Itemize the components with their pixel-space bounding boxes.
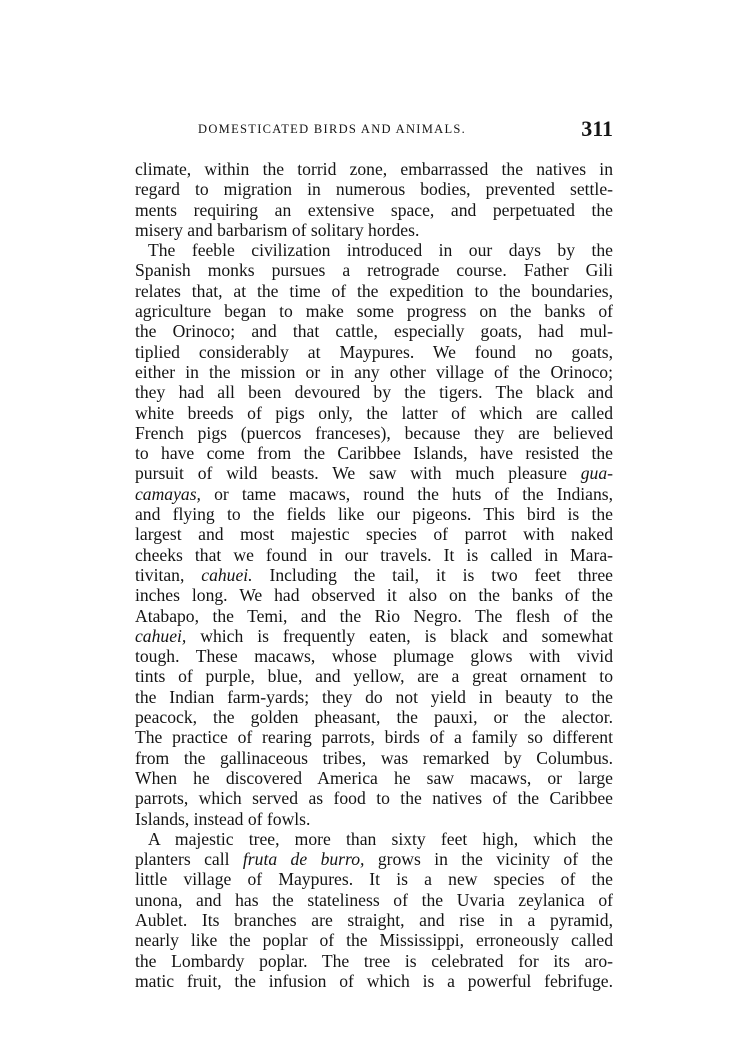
text-line [135,951,613,971]
text-segment: Spanish monks pursues a retrograde course. Father Gili [135,260,613,281]
text-line [135,484,613,504]
text-line [135,727,613,747]
text-segment: Islands, instead of fowls. [135,808,311,829]
text-line [135,321,613,341]
text-segment: tints of purple, blue, and yellow, are a great ornament to [135,666,613,687]
text-line [135,200,613,220]
text-segment: The feeble civilization introduced in our days by the [148,240,613,261]
text-segment: regard to migration in numerous bodies, prevented settle- [135,179,613,200]
text-line [135,646,613,666]
text-line [135,890,613,910]
body-text [135,159,613,991]
text-segment: the Lombardy poplar. The tree is celebrated for its aro- [135,950,613,971]
text-segment: cheeks that we found in our travels. It is called in Mara- [135,544,613,565]
text-segment: inches long. We had observed it also on the banks of the [135,585,613,606]
text-segment: which is frequently eaten, is black and somewhat [186,625,613,646]
text-line [135,606,613,626]
text-segment: French pigs (puercos franceses), because they are believed [135,422,613,443]
text-line [135,768,613,788]
text-segment: tiplied considerably at Maypures. We found no goats, [135,341,613,362]
text-segment: Including the tail, it is two feet three [252,564,613,585]
text-line [135,403,613,423]
text-segment: pursuit of wild beasts. We saw with much pleasure [135,463,581,484]
text-line [135,869,613,889]
text-segment: to have come from the Caribbee Islands, have resisted the [135,443,613,464]
text-segment: they had all been devoured by the tigers. The black and [135,382,613,403]
text-segment: Aublet. Its branches are straight, and rise in a pyramid, [135,909,613,930]
text-segment: largest and most majestic species of parrot with naked [135,524,613,545]
text-segment: either in the mission or in any other village of the Orinoco; [135,361,613,382]
text-line [135,687,613,707]
italic-text: cahuei. [201,564,253,585]
text-line [135,423,613,443]
text-segment: peacock, the golden pheasant, the pauxi, or the alector. [135,707,613,728]
text-segment: or tame macaws, round the huts of the Indians, [200,483,613,504]
text-line [135,179,613,199]
text-line [135,565,613,585]
text-line [135,748,613,768]
text-segment: and flying to the fields like our pigeons. This bird is the [135,504,613,525]
text-line [135,463,613,483]
text-segment: unona, and has the stateliness of the Uvaria zeylanica of [135,889,613,910]
text-line [135,159,613,179]
text-line [135,301,613,321]
text-line [135,910,613,930]
italic-text: cahuei, [135,625,187,646]
italic-text: fruta de burro, [242,849,365,870]
text-line [135,666,613,686]
text-line [135,362,613,382]
italic-text: camayas, [135,483,201,504]
text-line [135,626,613,646]
text-segment: climate, within the torrid zone, embarrassed the natives in [135,159,613,179]
text-segment: the Indian farm-yards; they do not yield in beauty to the [135,686,613,707]
text-segment: The practice of rearing parrots, birds of a family so different [135,727,613,748]
text-line [135,849,613,869]
text-segment: agriculture began to make some progress on the banks of [135,301,613,322]
text-line [135,220,613,240]
text-segment: tivitan, [135,564,202,585]
text-line [135,707,613,727]
text-segment: Atabapo, the Temi, and the Rio Negro. The flesh of the [135,605,613,626]
text-segment: ments requiring an extensive space, and perpetuated the [135,199,613,220]
text-segment: white breeds of pigs only, the latter of which are called [135,402,613,423]
text-segment: little village of Maypures. It is a new species of the [135,869,613,890]
text-line [135,281,613,301]
text-segment: When he discovered America he saw macaws, or large [135,767,613,788]
text-line [135,524,613,544]
text-line [135,971,613,991]
text-line [135,585,613,605]
text-line [135,342,613,362]
running-head [135,116,613,144]
running-title: DOMESTICATED BIRDS AND ANIMALS. [198,122,467,136]
text-segment: misery and barbarism of solitary hordes. [135,219,420,240]
text-line [135,829,613,849]
text-segment: the Orinoco; and that cattle, especially goats, had mul- [135,321,613,342]
text-segment: A majestic tree, more than sixty feet high, which the [148,828,613,849]
page-number: 311 [581,116,613,141]
text-segment: parrots, which served as food to the natives of the Caribbee [135,788,613,809]
text-line [135,504,613,524]
italic-text: gua- [580,463,613,484]
text-segment: relates that, at the time of the expedition to the boundaries, [135,280,613,301]
text-line [135,443,613,463]
text-line [135,260,613,280]
text-segment: grows in the vicinity of the [364,849,613,870]
text-line [135,788,613,808]
text-line [135,382,613,402]
text-line [135,545,613,565]
text-segment: nearly like the poplar of the Mississippi, erroneously called [135,930,613,951]
text-line [135,240,613,260]
text-segment: matic fruit, the infusion of which is a powerful febrifuge. [135,970,613,991]
text-line [135,930,613,950]
text-segment: planters call [135,849,243,870]
text-segment: tough. These macaws, whose plumage glows with vivid [135,646,613,667]
text-line [135,809,613,829]
text-segment: from the gallinaceous tribes, was remarked by Columbus. [135,747,613,768]
